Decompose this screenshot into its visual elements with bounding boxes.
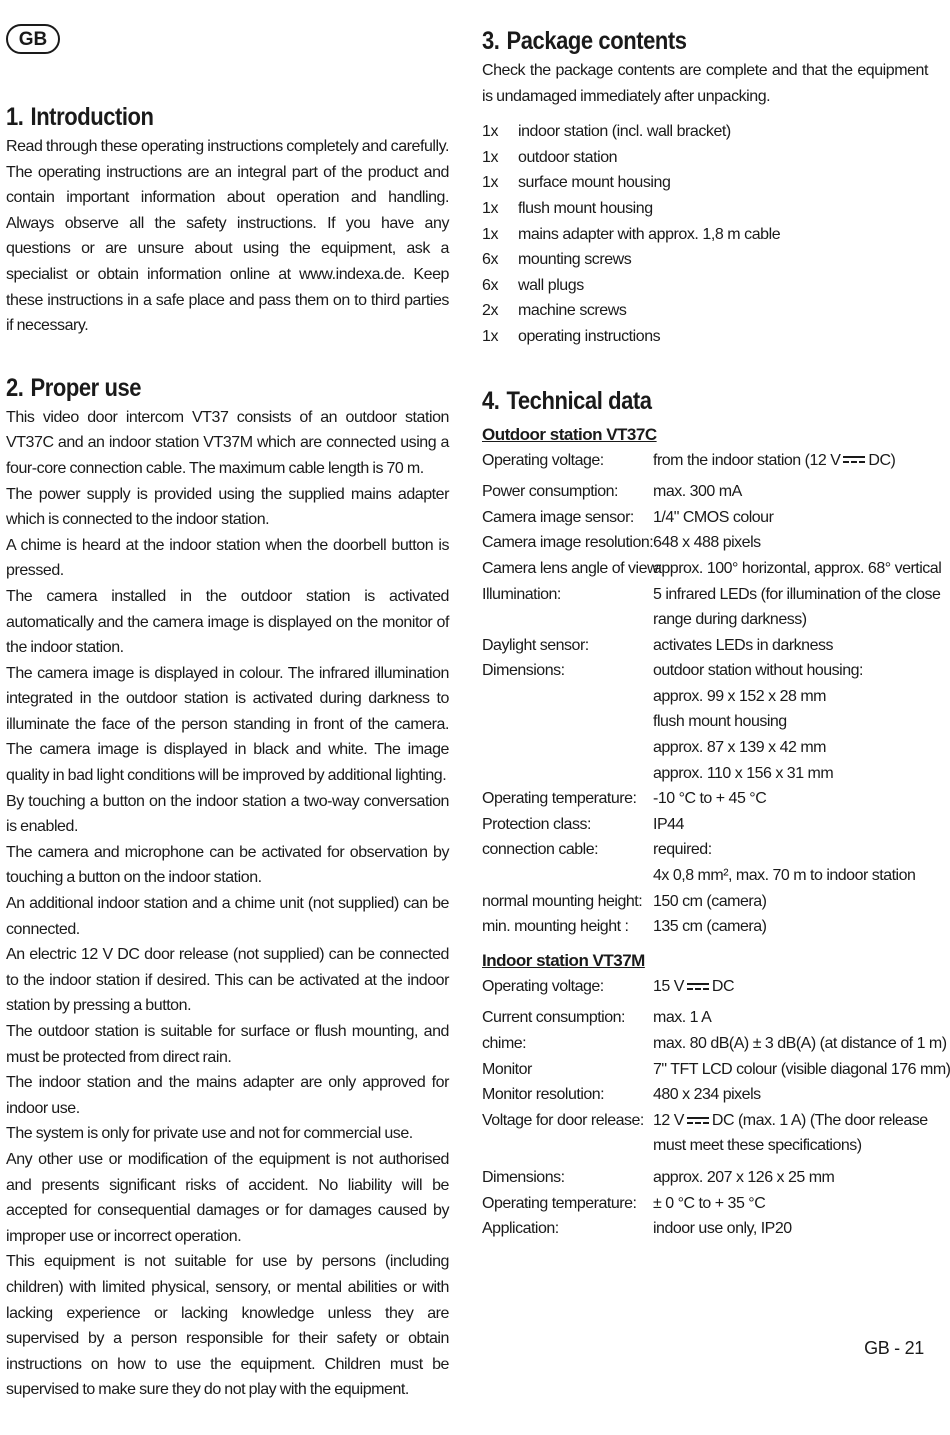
- section-heading: [6, 100, 396, 134]
- item-name: outdoor station: [518, 148, 618, 166]
- dc-symbol-icon: [843, 455, 865, 465]
- spec-value-line: 1/4" CMOS colour: [653, 508, 774, 526]
- spec-value-line: max. 300 mA: [653, 483, 742, 501]
- item-quantity: 1x: [482, 199, 498, 217]
- item-name: flush mount housing: [518, 199, 653, 217]
- paragraph: Read through these operating instructions completely and carefully. The operating instructions are an integral part of the product and contain important information about operation and handling. Always observe all the safety instructions. If you have any questions or are unsure about using the equipment, ask a specialist or obtain information online at www.indexa.de. Keep these instructions in a safe place and pass them on to third parties if necessary.: [6, 138, 449, 335]
- section-technical-data: [482, 384, 950, 1242]
- spec-label: Voltage for door release:: [482, 1111, 644, 1129]
- section-package-contents: [482, 24, 928, 350]
- spec-value-line: max. 80 dB(A) ± 3 dB(A) (at distance of 1 m): [653, 1035, 947, 1052]
- paragraph-group: [6, 134, 449, 339]
- spec-label: Operating voltage:: [482, 451, 604, 469]
- spec-value-line: max. 1 A: [653, 1009, 712, 1027]
- item-name: machine screws: [518, 302, 627, 320]
- spec-label: Application:: [482, 1220, 559, 1238]
- item-name: mains adapter with approx. 1,8 m cable: [518, 225, 781, 243]
- section-title: Package contents: [506, 27, 687, 55]
- item-name: surface mount housing: [518, 174, 671, 192]
- spec-row: [482, 1108, 928, 1159]
- item-name: operating instructions: [518, 327, 661, 345]
- section-heading: [482, 384, 874, 418]
- language-badge: GB: [6, 24, 60, 54]
- spec-label: Current consumption:: [482, 1009, 625, 1027]
- right-column: [482, 24, 950, 1274]
- list-item: [482, 170, 928, 196]
- spec-value-line: 648 x 488 pixels: [653, 534, 761, 552]
- item-name: indoor station (incl. wall bracket): [518, 123, 731, 141]
- section-number: 4.: [482, 386, 500, 415]
- spec-value: [653, 1108, 928, 1159]
- item-quantity: 6x: [482, 251, 498, 269]
- paragraph: This video door intercom VT37 consists of an outdoor station VT37C and an indoor station VT37M which are connected using a four-core connection cable. The maximum cable length is 70 m.: [6, 408, 449, 477]
- spec-row: [482, 914, 928, 940]
- item-quantity: 1x: [482, 327, 498, 345]
- item-quantity: 6x: [482, 276, 498, 294]
- list-item: [482, 247, 928, 273]
- paragraph: The indoor station and the mains adapter are only approved for indoor use.: [6, 1074, 449, 1117]
- item-name: wall plugs: [518, 276, 584, 294]
- spec-label: Dimensions:: [482, 1168, 565, 1186]
- list-item: [482, 119, 928, 145]
- list-item: [482, 298, 928, 324]
- spec-value-line: approx. 100° horizontal, approx. 68° vertical: [653, 559, 942, 577]
- spec-value-line: range during darkness): [653, 611, 807, 629]
- voltage-value: from the indoor station (12 V: [653, 451, 841, 469]
- spec-value: [653, 448, 928, 474]
- paragraph: This equipment is not suitable for use by persons (including children) with limited physical, sensory, or mental abilities or with lacking experience or lacking knowledge unless they are supervised by a person responsible for their safety or obtain instructions on how to use the equipment. Children must be supervised to make sure they do not play with the equipment.: [6, 1253, 449, 1399]
- spec-value: [653, 479, 928, 505]
- paragraph: The outdoor station is suitable for surface or flush mounting, and must be protected from direct rain.: [6, 1023, 449, 1066]
- spec-label: Camera image sensor:: [482, 508, 634, 526]
- voltage-unit: DC): [868, 451, 896, 469]
- list-item: [482, 324, 928, 350]
- spec-label: normal mounting height:: [482, 892, 643, 910]
- indoor-station-title: Indoor station VT37M: [482, 950, 645, 970]
- spec-row: [482, 974, 928, 1000]
- spec-value: [653, 914, 928, 940]
- section-title: Introduction: [30, 103, 154, 131]
- spec-value: [653, 1165, 928, 1191]
- spec-value-line: 480 x 234 pixels: [653, 1086, 761, 1104]
- section-introduction: [6, 100, 449, 339]
- spec-label: Daylight sensor:: [482, 636, 589, 654]
- spec-value-line: approx. 99 x 152 x 28 mm: [653, 687, 826, 705]
- spec-value-line: -10 °C to + 45 °C: [653, 790, 767, 808]
- page-number: GB - 21: [864, 1338, 924, 1358]
- spec-label: Operating voltage:: [482, 977, 604, 995]
- spec-value-line: IP44: [653, 815, 684, 833]
- package-list: [482, 119, 928, 349]
- spec-value: [653, 1005, 928, 1031]
- spec-row: [482, 1031, 947, 1057]
- voltage-value: 12 V: [653, 1111, 684, 1129]
- spec-label: Operating temperature:: [482, 1194, 637, 1212]
- voltage-value: 15 V: [653, 977, 684, 995]
- item-quantity: 1x: [482, 225, 498, 243]
- spec-row: [482, 837, 928, 888]
- section-title: Technical data: [506, 386, 652, 415]
- outdoor-station-title: Outdoor station VT37C: [482, 424, 657, 444]
- spec-row: [482, 1216, 928, 1242]
- spec-value-line: required:: [653, 841, 712, 859]
- section-proper-use: [6, 371, 449, 1403]
- paragraph: An additional indoor station and a chime unit (not supplied) can be connected.: [6, 895, 449, 938]
- paragraph: By touching a button on the indoor station a two-way conversation is enabled.: [6, 792, 449, 836]
- paragraph: The power supply is provided using the supplied mains adapter which is connected to the indoor station.: [6, 485, 449, 529]
- spec-row: [482, 1082, 928, 1108]
- spec-label: Monitor: [482, 1060, 532, 1078]
- spec-row: [482, 448, 928, 474]
- spec-value: [653, 812, 928, 838]
- spec-row: [482, 479, 928, 505]
- section-heading: [6, 371, 396, 405]
- spec-value: [653, 530, 928, 556]
- spec-row: [482, 889, 928, 915]
- spec-label: Monitor resolution:: [482, 1086, 605, 1104]
- indoor-spec-table: [482, 1005, 950, 1107]
- voltage-unit: DC (max. 1 A) (The door release: [711, 1111, 928, 1129]
- spec-value-line: outdoor station without housing:: [653, 662, 863, 680]
- spec-value-line: 135 cm (camera): [653, 918, 767, 936]
- spec-row: [482, 505, 928, 531]
- spec-value: [653, 658, 928, 786]
- spec-value-line: activates LEDs in darkness: [653, 636, 833, 654]
- spec-value: [653, 889, 928, 915]
- section-number: 2.: [6, 373, 24, 402]
- spec-value-line: flush mount housing: [653, 713, 787, 731]
- section-title: Proper use: [30, 373, 142, 402]
- spec-value-line: 150 cm (camera): [653, 892, 767, 910]
- spec-value: [653, 1057, 950, 1083]
- spec-label: Camera image resolution:: [482, 534, 654, 552]
- item-quantity: 1x: [482, 148, 498, 166]
- spec-row: [482, 658, 928, 786]
- spec-label: Dimensions:: [482, 662, 565, 680]
- paragraph: The camera image is displayed in colour. The infrared illumination integrated in the outdoor station is activated during darkness to illuminate the face of the person standing in front of the camera. The camera image is displayed in black and white. The image quality in bad light conditions will be improved by additional lighting.: [6, 664, 449, 785]
- paragraph: The camera and microphone can be activated for observation by touching a button on the indoor station.: [6, 843, 449, 887]
- list-item: [482, 196, 928, 222]
- package-intro: Check the package contents are complete and that the equipment is undamaged immediately after unpacking.: [482, 62, 928, 105]
- spec-value: [653, 1191, 928, 1217]
- spec-value: [653, 974, 928, 1000]
- spec-value-line: ± 0 °C to + 35 °C: [653, 1194, 766, 1212]
- spec-label: Power consumption:: [482, 483, 618, 501]
- section-number: 3.: [482, 27, 500, 55]
- paragraph-group: [6, 405, 449, 1403]
- dc-symbol-icon: [687, 982, 709, 992]
- spec-row: [482, 530, 928, 556]
- spec-value-line: approx. 87 x 139 x 42 mm: [653, 739, 826, 757]
- spec-value: [653, 837, 928, 888]
- spec-row: [482, 1191, 928, 1217]
- spec-row: [482, 633, 928, 659]
- list-item: [482, 222, 928, 248]
- spec-value-line: approx. 207 x 126 x 25 mm: [653, 1168, 835, 1186]
- paragraph: Any other use or modification of the equipment is not authorised and presents significant risks of accident. No liability will be accepted for consequential damages or for damages caused by improper use or incorrect operation.: [6, 1150, 449, 1245]
- spec-value: [653, 1216, 928, 1242]
- spec-value: [653, 556, 941, 582]
- spec-label: connection cable:: [482, 841, 599, 859]
- spec-label: Illumination:: [482, 585, 561, 603]
- spec-value: [653, 505, 928, 531]
- spec-value: [653, 582, 940, 633]
- item-quantity: 2x: [482, 302, 498, 320]
- spec-label: Operating temperature:: [482, 790, 637, 808]
- spec-value-line: must meet these specifications): [653, 1137, 862, 1155]
- spec-value: [653, 633, 928, 659]
- spec-label: Protection class:: [482, 815, 591, 833]
- dc-symbol-icon: [687, 1116, 709, 1126]
- paragraph: A chime is heard at the indoor station when the doorbell button is pressed.: [6, 536, 449, 580]
- spec-value: [653, 1031, 947, 1057]
- voltage-unit: DC: [711, 977, 735, 995]
- item-quantity: 1x: [482, 123, 498, 141]
- outdoor-spec-table: [482, 479, 942, 940]
- spec-value-line: 5 infrared LEDs (for illumination of the close: [653, 585, 941, 603]
- item-quantity: 1x: [482, 174, 498, 192]
- section-number: 1.: [6, 103, 24, 131]
- list-item: [482, 273, 928, 299]
- spec-value: [653, 1082, 928, 1108]
- spec-label: chime:: [482, 1035, 527, 1052]
- spec-value-line: approx. 110 x 156 x 31 mm: [653, 764, 834, 782]
- spec-value: [653, 786, 928, 812]
- section-heading: [482, 24, 874, 58]
- spec-row: [482, 556, 942, 582]
- spec-label: Camera lens angle of view:: [482, 559, 662, 577]
- spec-row: [482, 812, 928, 838]
- indoor-spec-table: [482, 1165, 928, 1242]
- spec-row: [482, 1005, 928, 1031]
- paragraph: The camera installed in the outdoor station is activated automatically and the camera image is displayed on the monitor of the indoor station.: [6, 587, 449, 657]
- spec-row: [482, 1057, 950, 1083]
- paragraph: An electric 12 V DC door release (not supplied) can be connected to the indoor station if desired. This can be activated at the indoor station by pressing a button.: [6, 946, 449, 1015]
- spec-value-line: 7" TFT LCD colour (visible diagonal 176 mm): [653, 1060, 950, 1078]
- left-column: [6, 100, 449, 1435]
- spec-row: [482, 1165, 928, 1191]
- spec-label: min. mounting height :: [482, 918, 629, 936]
- spec-value-line: 4x 0,8 mm², max. 70 m to indoor station: [653, 867, 916, 885]
- paragraph: The system is only for private use and not for commercial use.: [6, 1125, 413, 1143]
- item-name: mounting screws: [518, 251, 632, 269]
- spec-row: [482, 582, 941, 633]
- spec-row: [482, 786, 928, 812]
- list-item: [482, 145, 928, 171]
- spec-value-line: indoor use only, IP20: [653, 1220, 792, 1238]
